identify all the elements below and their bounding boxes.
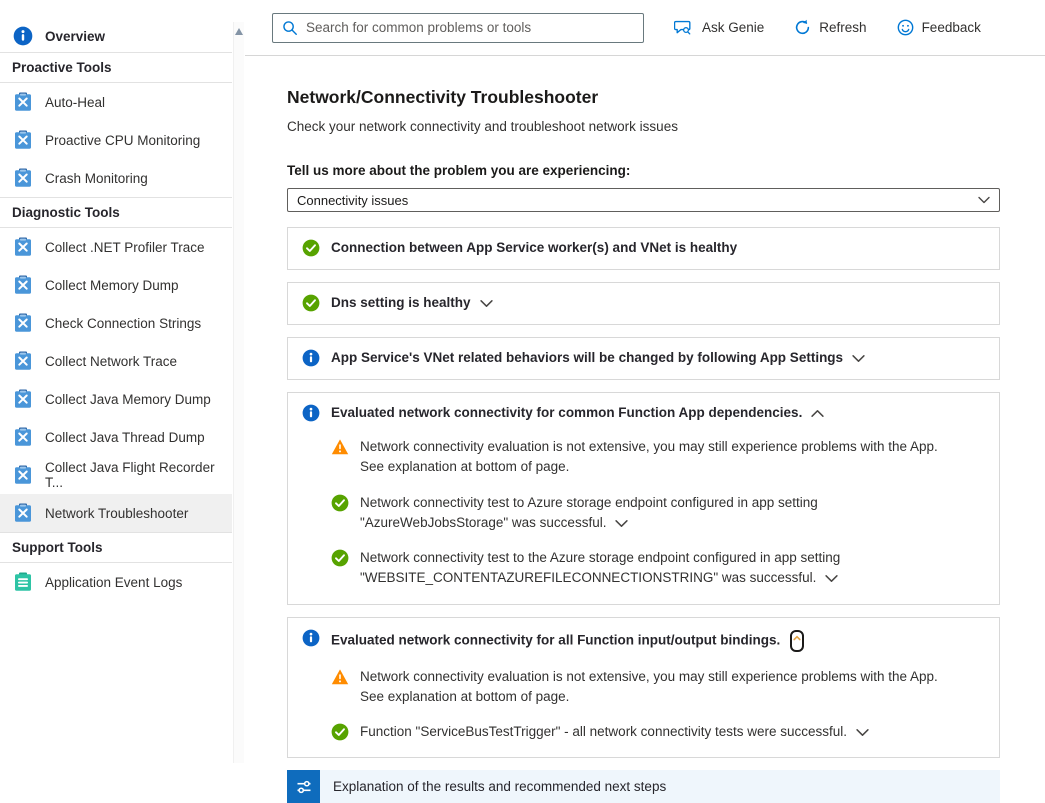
- sub-row-text: Network connectivity evaluation is not extensive, you may still experience problems with the App. See explanation at bottom of page.: [360, 439, 938, 475]
- sidebar-item-collect-network-trace[interactable]: [0, 342, 232, 380]
- result-sub-row[interactable]: [331, 493, 985, 534]
- main-panel: [245, 0, 1045, 795]
- tool-clipboard-icon: [13, 389, 33, 409]
- success-check-icon: [302, 239, 320, 257]
- result-sub-row: [331, 667, 985, 708]
- chevron-down-icon: [978, 196, 990, 204]
- warning-triangle-icon: [331, 668, 349, 686]
- problem-dropdown[interactable]: [287, 188, 1000, 212]
- sidebar-item-collect-java-flight-recorder[interactable]: [0, 456, 232, 494]
- tool-clipboard-icon: [13, 351, 33, 371]
- ask-genie-button[interactable]: [674, 19, 764, 36]
- sidebar-item-collect-java-memory-dump[interactable]: [0, 380, 232, 418]
- info-icon: [302, 404, 320, 422]
- tool-clipboard-icon: [13, 503, 33, 523]
- sidebar-item-label: Application Event Logs: [45, 574, 183, 590]
- card-header: [302, 240, 985, 257]
- card-header[interactable]: [302, 350, 985, 367]
- result-card-function-bindings: [287, 617, 1000, 759]
- chevron-down-icon[interactable]: [856, 728, 869, 737]
- refresh-button[interactable]: [794, 19, 866, 36]
- sidebar-item-label: Collect Java Thread Dump: [45, 429, 205, 445]
- success-check-icon: [331, 723, 349, 741]
- sidebar-item-label: Collect Memory Dump: [45, 277, 179, 293]
- info-icon: [302, 349, 320, 367]
- refresh-icon: [794, 19, 811, 36]
- sub-row-text: Function "ServiceBusTestTrigger" - all network connectivity tests were successful.: [360, 724, 848, 739]
- result-sub-row[interactable]: [331, 722, 985, 742]
- success-check-icon: [331, 494, 349, 512]
- tool-clipboard-icon: [13, 168, 33, 188]
- chevron-down-icon[interactable]: [480, 299, 493, 308]
- result-sub-row: [331, 437, 985, 478]
- tool-clipboard-icon: [13, 130, 33, 150]
- result-cards: [287, 227, 1000, 758]
- success-check-icon: [302, 294, 320, 312]
- page-subtitle: Check your network connectivity and troubleshoot network issues: [287, 119, 678, 134]
- sidebar-item-label: Collect Network Trace: [45, 353, 178, 369]
- event-log-icon: [13, 572, 33, 592]
- sidebar-item-check-connection-strings[interactable]: [0, 304, 232, 342]
- info-icon: [302, 629, 320, 647]
- sidebar-section-support-tools: Support Tools: [0, 532, 232, 563]
- success-check-icon: [331, 549, 349, 567]
- sidebar-item-label: Check Connection Strings: [45, 315, 202, 331]
- sidebar-item-label: Proactive CPU Monitoring: [45, 132, 201, 148]
- chevron-up-icon[interactable]: [811, 409, 824, 418]
- card-title: App Service's VNet related behaviors will be changed by following App Settings: [331, 350, 844, 365]
- page-title: Network/Connectivity Troubleshooter: [287, 87, 599, 107]
- problem-question-label: Tell us more about the problem you are experiencing:: [287, 163, 631, 178]
- sidebar-scrollbar[interactable]: [233, 22, 244, 763]
- card-header[interactable]: [302, 295, 985, 312]
- card-title: Evaluated network connectivity for common Function App dependencies.: [331, 405, 803, 420]
- sliders-icon: [287, 770, 320, 803]
- tool-clipboard-icon: [13, 313, 33, 333]
- result-sub-row[interactable]: [331, 548, 985, 589]
- sidebar-item-network-troubleshooter[interactable]: [0, 494, 232, 532]
- sidebar-section-proactive-tools: Proactive Tools: [0, 52, 232, 83]
- chevron-down-icon[interactable]: [852, 354, 865, 363]
- result-card-dns-healthy: [287, 282, 1000, 325]
- sidebar-item-collect-java-thread-dump[interactable]: [0, 418, 232, 456]
- topbar-actions: [674, 19, 981, 36]
- sidebar-section-diagnostic-tools: Diagnostic Tools: [0, 197, 232, 228]
- sidebar-item-label: Crash Monitoring: [45, 170, 148, 186]
- sidebar-item-label: Overview: [45, 28, 106, 44]
- chevron-down-icon[interactable]: [615, 519, 628, 528]
- card-title: Connection between App Service worker(s) and VNet is healthy: [331, 240, 738, 255]
- search-box[interactable]: [272, 13, 644, 43]
- genie-chat-icon: [674, 19, 694, 36]
- sub-row-text: Network connectivity evaluation is not extensive, you may still experience problems with the App. See explanation at bottom of page.: [360, 668, 938, 704]
- content-area: [245, 87, 1000, 803]
- feedback-button[interactable]: [897, 19, 981, 36]
- explanation-bar[interactable]: [287, 770, 1000, 803]
- sidebar-item-collect-memory-dump[interactable]: [0, 266, 232, 304]
- result-card-function-dependencies: [287, 392, 1000, 605]
- tool-clipboard-icon: [13, 465, 33, 485]
- ask-genie-label: Ask Genie: [702, 20, 765, 35]
- refresh-label: Refresh: [819, 20, 867, 35]
- problem-dropdown-value: Connectivity issues: [297, 192, 409, 208]
- sidebar-item-application-event-logs[interactable]: [0, 563, 232, 601]
- card-title: Dns setting is healthy: [331, 295, 471, 310]
- search-input[interactable]: [306, 20, 634, 35]
- scroll-up-icon[interactable]: [235, 28, 243, 35]
- card-header[interactable]: [302, 405, 985, 422]
- sub-row-text: Network connectivity test to the Azure storage endpoint configured in app setting "WEBSITE_CONTENTAZUREFILECONNECTIONSTRING" was successful.: [360, 550, 841, 586]
- feedback-label: Feedback: [921, 20, 981, 35]
- tool-clipboard-icon: [13, 92, 33, 112]
- sidebar-item-label: Auto-Heal: [45, 94, 106, 110]
- sidebar-item-proactive-cpu-monitoring[interactable]: [0, 121, 232, 159]
- sidebar-item-label: Collect Java Flight Recorder T...: [45, 460, 215, 490]
- result-card-vnet-behaviors: [287, 337, 1000, 380]
- tool-clipboard-icon: [13, 427, 33, 447]
- sidebar-item-overview[interactable]: [0, 20, 232, 52]
- sidebar: [0, 0, 232, 763]
- card-title: Evaluated network connectivity for all Function input/output bindings.: [331, 632, 781, 648]
- warning-triangle-icon: [331, 438, 349, 456]
- sidebar-item-label: Collect Java Memory Dump: [45, 391, 211, 407]
- search-icon: [282, 20, 298, 36]
- sub-row-text: Network connectivity test to Azure storage endpoint configured in app setting "AzureWebJobsStorage" was successful.: [360, 494, 818, 530]
- sidebar-item-collect-net-profiler-trace[interactable]: [0, 228, 232, 266]
- chevron-down-icon[interactable]: [825, 574, 838, 583]
- tool-clipboard-icon: [13, 237, 33, 257]
- sidebar-item-auto-heal[interactable]: [0, 83, 232, 121]
- info-icon: [13, 26, 33, 46]
- result-card-vnet-healthy: [287, 227, 1000, 270]
- topbar: [245, 0, 1045, 56]
- sidebar-item-label: Network Troubleshooter: [45, 505, 189, 521]
- explanation-text: Explanation of the results and recommended next steps: [320, 770, 1000, 803]
- chevron-up-focused-icon[interactable]: [790, 630, 804, 652]
- sidebar-item-crash-monitoring[interactable]: [0, 159, 232, 197]
- card-header[interactable]: [302, 630, 985, 652]
- sidebar-item-label: Collect .NET Profiler Trace: [45, 239, 205, 255]
- tool-clipboard-icon: [13, 275, 33, 295]
- smiley-icon: [897, 19, 914, 36]
